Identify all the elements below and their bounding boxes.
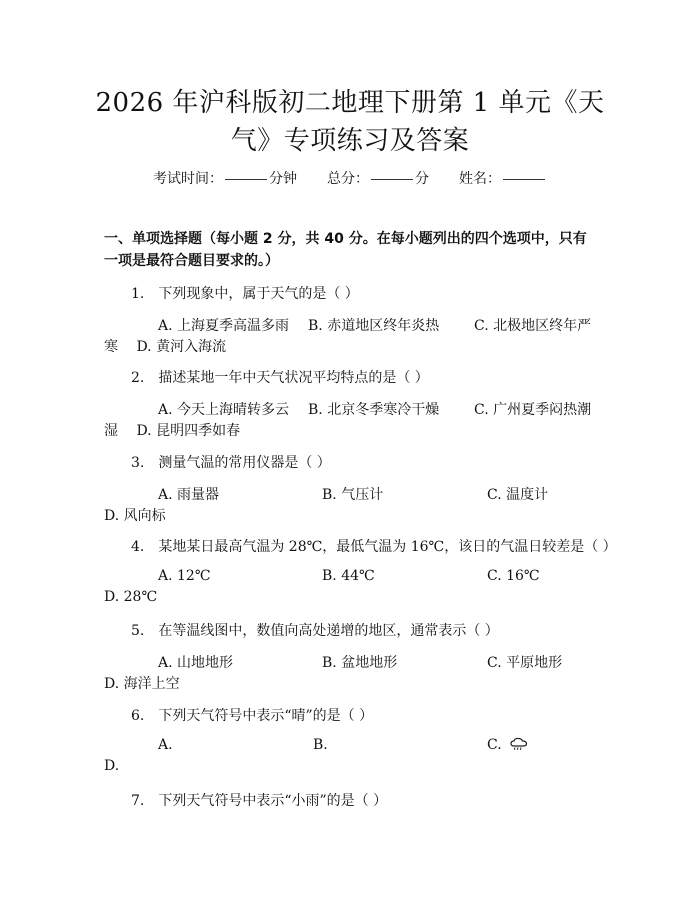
question-1-option-b: B. 赤道地区终年炎热: [308, 318, 440, 334]
question-7-stem: 7. 下列天气符号中表示“小雨”的是（ ）: [131, 793, 388, 809]
question-4-option-c: C. 16℃: [487, 568, 540, 584]
question-3-option-a: A. 雨量器: [158, 487, 220, 503]
question-1-option-c: C. 北极地区终年严: [474, 318, 592, 334]
total-score: [327, 168, 429, 188]
student-name-label: 姓名：: [459, 171, 501, 187]
total-score-label: 总分：: [327, 171, 369, 187]
question-5-stem: 5. 在等温线图中，数值向高处递增的地区，通常表示（ ）: [131, 623, 499, 639]
question-3-option-b: B. 气压计: [322, 487, 384, 503]
document-title-line-2: 气》专项练习及答案: [230, 126, 470, 156]
question-4-option-a: A. 12℃: [158, 568, 211, 584]
question-1-stem: 1. 下列现象中，属于天气的是（ ）: [131, 286, 359, 302]
question-6-option-c-label: C.: [487, 737, 502, 753]
question-1-option-a: A. 上海夏季高温多雨: [158, 318, 290, 334]
exam-time-blank: [225, 179, 267, 180]
question-5-option-a: A. 山地地形: [158, 655, 234, 671]
question-4-option-d: D. 28℃: [104, 589, 158, 605]
question-6-option-c: [487, 737, 528, 753]
question-4-stem: 4. 某地某日最高气温为 28℃，最低气温为 16℃，该日的气温日较差是（ ）: [131, 539, 617, 555]
question-6-option-d: D.: [104, 758, 120, 774]
total-score-unit: 分: [415, 171, 429, 187]
student-name-blank: [503, 179, 545, 180]
question-4-option-b: B. 44℃: [322, 568, 375, 584]
rain-cloud-icon: [510, 737, 528, 751]
question-6-stem: 6. 下列天气符号中表示“晴”的是（ ）: [131, 708, 374, 724]
exam-time-unit: 分钟: [269, 171, 297, 187]
question-2-option-b: B. 北京冬季寒冷干燥: [308, 402, 440, 418]
question-3-option-c: C. 温度计: [487, 487, 549, 503]
exam-time: [153, 168, 297, 188]
question-3-option-d: D. 风向标: [104, 508, 166, 524]
question-2-option-a: A. 今天上海晴转多云: [158, 402, 290, 418]
document-title-line-1: 2026 年沪科版初二地理下册第 1 单元《天: [95, 88, 605, 118]
question-5-option-d: D. 海洋上空: [104, 676, 180, 692]
question-2-stem: 2. 描述某地一年中天气状况平均特点的是（ ）: [131, 370, 429, 386]
total-score-blank: [371, 179, 413, 180]
question-5-option-b: B. 盆地地形: [322, 655, 398, 671]
question-2-option-d: 湿 D. 昆明四季如春: [104, 423, 241, 439]
section-heading: 一、单项选择题（每小题 2 分，共 40 分。在每小题列出的四个选项中，只有一项是最符合题目要求的。）: [104, 231, 587, 269]
exam-meta: [0, 168, 700, 188]
student-name: [459, 168, 547, 188]
exam-time-label: 考试时间：: [153, 171, 223, 187]
question-1-option-d: 寒 D. 黄河入海流: [104, 339, 227, 355]
question-5-option-c: C. 平原地形: [487, 655, 563, 671]
question-3-stem: 3. 测量气温的常用仪器是（ ）: [131, 455, 331, 471]
question-6-option-a: A.: [158, 737, 173, 753]
question-6-option-b: B.: [313, 737, 328, 753]
question-2-option-c: C. 广州夏季闷热潮: [474, 402, 592, 418]
